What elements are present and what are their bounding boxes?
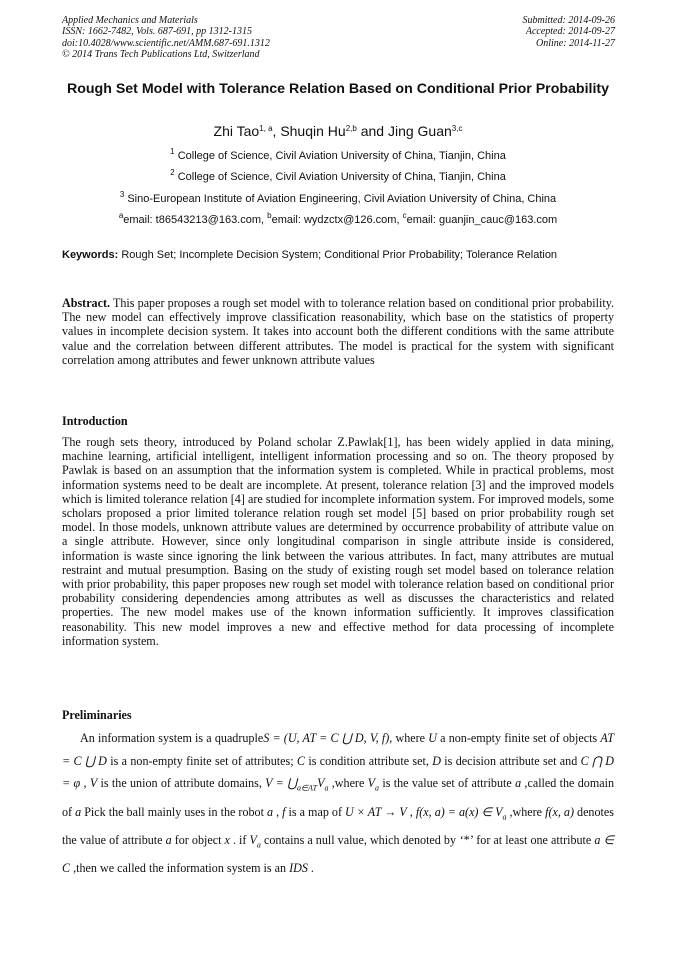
- affiliation-sup: 3: [119, 190, 125, 199]
- paper-title: Rough Set Model with Tolerance Relation Based on Conditional Prior Probability: [66, 81, 610, 97]
- email-sup: a: [118, 211, 124, 220]
- prelim-text: for at least one attribute: [473, 832, 595, 847]
- math-expression: V = ⋃: [265, 776, 298, 791]
- author-sup: 2,b: [345, 124, 357, 133]
- math-expression: C: [296, 753, 305, 768]
- accepted-date: Accepted: 2014-09-27: [525, 26, 615, 38]
- prelim-text: ,: [80, 776, 90, 791]
- introduction-body: The rough sets theory, introduced by Poland scholar Z.Pawlak[1], has been widely applied in data mining, machine learning, artificial intelligent, intelligent information processing and so on. The theory proposed by Pawlak is based on an assumption that the information system is completed. While in practical problems, most information systems need to be dealt are incomplete. At present, tolerance relation [3] and the improved models which is limited tolerance relation [4] are studied for incomplete information system. For improved models, some scholars proposed a prior limited tolerance relation rough set model [5] based on prior probability rough set model. In those models, unknown attribute values are determined by occurrence probability of attribute value on a single attribute. However, since only longitudinal comparison in single attribute inside is considered, information is waste since ignoring the link between the various attributes. In fact, many attributes are mutual restraint and mutual presumption. Basing on the study of existing rough set model based on tolerance relation with prior probability, this paper proposes new rough set model with tolerance relation based on conditional prior probability considering dependencies among attributes as well as discusses the characteristics and related properties. The new model makes use of the known information sufficiently. It improves classification reasonability. This new model improves a new and effective method for data processing of incomplete information system.: [62, 435, 614, 648]
- prelim-text: contains a null value, which denoted by: [260, 832, 460, 847]
- section-heading-introduction: Introduction: [62, 414, 128, 428]
- author-name: Zhi Tao: [213, 123, 260, 139]
- author-separator: and: [356, 123, 388, 139]
- affiliation-3: [62, 192, 614, 206]
- math-expression: IDS: [289, 860, 308, 875]
- keywords-label: Keywords:: [62, 249, 119, 261]
- prelim-text: ,: [406, 804, 416, 819]
- math-expression: ‘*’: [459, 832, 474, 847]
- dates-header: [523, 15, 616, 49]
- math-expression: f(x, a) = a(x) ∈ V: [415, 804, 503, 819]
- email-text: email: guanjin_cauc@163.com: [406, 214, 558, 226]
- math-subscript: a∈AT: [297, 783, 318, 793]
- email-sup: c: [402, 211, 407, 220]
- keywords: [62, 249, 614, 262]
- email-list: [62, 213, 614, 227]
- doi-line: doi:10.4028/www.scientific.net/AMM.687-691.1312: [62, 37, 270, 49]
- affiliation-text: College of Science, Civil Aviation University of China, Tianjin, China: [177, 171, 506, 183]
- author-name: Shuqin Hu: [280, 123, 346, 139]
- section-heading-preliminaries: Preliminaries: [62, 708, 132, 722]
- prelim-text: .: [307, 860, 314, 875]
- online-date: Online: 2014-11-27: [536, 37, 615, 49]
- math-expression: a: [267, 804, 274, 819]
- math-expression: U: [428, 731, 437, 745]
- prelim-text: Pick the ball mainly uses in the robot: [81, 804, 267, 819]
- affiliation-sup: 2: [170, 168, 175, 177]
- keywords-text: Rough Set; Incomplete Decision System; Conditional Prior Probability; Tolerance Relation: [121, 249, 558, 261]
- math-subscript: a: [256, 840, 261, 850]
- math-expression: S = (U, AT = C ⋃ D, V, f): [263, 731, 390, 745]
- prelim-text: . if: [229, 832, 250, 847]
- math-expression: V: [249, 832, 257, 847]
- preliminaries-body: [62, 727, 614, 879]
- prelim-text: is condition attribute set,: [304, 753, 433, 768]
- math-expression: f: [282, 804, 286, 819]
- affiliation-text: Sino-European Institute of Aviation Engineering, Civil Aviation University of China, China: [127, 193, 557, 205]
- math-expression: a: [75, 804, 82, 819]
- prelim-text: is the value set of attribute: [379, 776, 516, 791]
- author-sup: 1, a: [259, 124, 273, 133]
- math-expression: f(x, a): [545, 804, 574, 819]
- prelim-text: An information system is a quadruple: [80, 731, 264, 745]
- math-expression: C ⋂ D = φ: [62, 753, 615, 791]
- affiliation-text: College of Science, Civil Aviation University of China, Tianjin, China: [177, 150, 506, 162]
- journal-header: [62, 15, 270, 60]
- prelim-text: is a map of: [285, 804, 346, 819]
- email-text: email: wydzctx@126.com,: [271, 214, 403, 226]
- math-expression: D: [432, 753, 441, 768]
- email-sup: b: [267, 211, 272, 220]
- math-expression: a: [165, 832, 172, 847]
- affiliation-1: [62, 149, 614, 163]
- math-subscript: a: [502, 811, 507, 821]
- prelim-text: is decision attribute set and: [440, 753, 581, 768]
- prelim-text: ,then we called the information system is an: [70, 860, 290, 875]
- math-subscript: a: [375, 783, 380, 793]
- prelim-text: denotes the value of attribute: [62, 804, 614, 847]
- math-expression: V: [89, 776, 98, 791]
- prelim-text: ,where: [328, 776, 368, 791]
- abstract-text: This paper proposes a rough set model with to tolerance relation based on conditional prior probability. The new model can effectively improve classification reasonability, which base on the statistics of property values in incomplete decision system. It takes into account both the different conditions with the same attribute value and the correlation between different attributes. The model is practical for the system with significant correlation among attributes and fewer unknown attribute values: [62, 296, 614, 367]
- prelim-text: a non-empty finite set of objects: [436, 731, 601, 745]
- journal-name: Applied Mechanics and Materials: [62, 15, 198, 26]
- submitted-date: Submitted: 2014-09-26: [522, 15, 615, 26]
- prelim-text: is the union of attribute domains,: [97, 776, 266, 791]
- math-expression: a ∈ C: [62, 832, 614, 875]
- math-expression: V: [367, 776, 376, 791]
- author-sup: 3,c: [451, 124, 463, 133]
- issn-line: ISSN: 1662-7482, Vols. 687-691, pp 1312-1315: [62, 26, 252, 38]
- math-subscript: a: [324, 783, 329, 793]
- prelim-text: for object: [171, 832, 225, 847]
- abstract: [62, 296, 614, 367]
- abstract-label: Abstract.: [62, 296, 111, 310]
- math-expression: a: [515, 776, 522, 791]
- math-expression: x: [224, 832, 230, 847]
- author-separator: ,: [272, 123, 281, 139]
- copyright-line: © 2014 Trans Tech Publications Ltd, Switzerland: [62, 48, 260, 60]
- prelim-text: ,: [273, 804, 283, 819]
- affiliation-2: [62, 170, 614, 184]
- prelim-text: ,where: [506, 804, 546, 819]
- prelim-text: is a non-empty finite set of attributes;: [106, 753, 297, 768]
- math-expression: U × AT → V: [345, 804, 407, 819]
- author-list: [62, 122, 614, 140]
- prelim-text: , where: [389, 731, 429, 745]
- prelim-text: ,called the domain of: [62, 776, 615, 819]
- author-name: Jing Guan: [387, 123, 452, 139]
- email-text: email: t86543213@163.com,: [123, 214, 268, 226]
- affiliation-sup: 1: [170, 147, 175, 156]
- math-expression: AT = C ⋃ D: [62, 731, 614, 768]
- math-expression: V: [317, 776, 325, 791]
